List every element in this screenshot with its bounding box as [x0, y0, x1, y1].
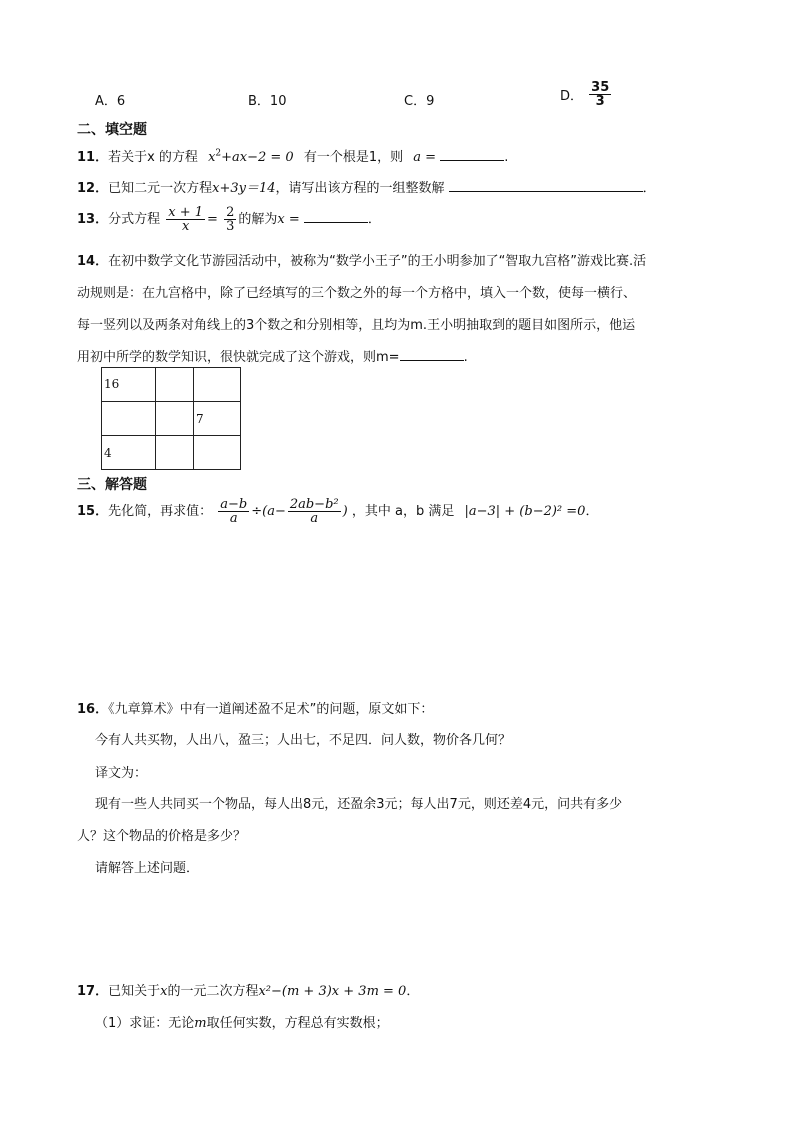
fraction-a-minus-b-over-a: $\frac{a-b}{a}$ — [220, 497, 248, 526]
question-16-line-3: 译文为： — [95, 766, 148, 781]
question-13: 13．分式方程 $\frac{x + 1}{x}$ = $\frac{2}{3}$ 的解为x = ． — [77, 205, 381, 234]
grid-cell — [194, 436, 240, 469]
grid-cell: 7 — [194, 402, 240, 436]
magic-square-grid — [101, 367, 241, 470]
question-16-line-1: 16．《九章算术》中有一道阐述盈不足术”的问题，原文如下： — [77, 702, 434, 717]
fraction-2ab-minus-b2-over-a: $\frac{\text{2ab−b²}}{a}$ — [289, 497, 339, 526]
grid-cell — [156, 436, 194, 469]
grid-cell — [156, 368, 194, 402]
question-16-line-2: 今有人共买物，人出八，盈三；人出七，不足四．问人数，物价各几何？ — [95, 733, 512, 748]
grid-cell: 16 — [102, 368, 156, 402]
question-14-line-4: 用初中所学的数学知识，很快就完成了这个游戏，则m= . — [77, 350, 468, 365]
option-b: B．10 — [248, 94, 287, 109]
question-17: 17．已知关于x的一元二次方程x²−(m + 3)x + 3m = 0． — [77, 984, 420, 999]
option-a: A．6 — [95, 94, 126, 109]
option-c: C．9 — [404, 94, 435, 109]
grid-cell — [156, 402, 194, 436]
question-11: 11．若关于x 的方程 $x^2+ax-2 = 0$ 有一个根是1，则 a = . — [77, 148, 509, 165]
fraction-2-over-3: $\frac{2}{3}$ — [226, 205, 235, 234]
answer-blank-12[interactable] — [449, 179, 643, 192]
question-12: 12．已知二元一次方程x+3y＝14，请写出该方程的一组整数解 ． — [77, 181, 656, 196]
question-14-line-2: 动规则是：在九宫格中，除了已经填写的三个数之外的每一个方格中，填入一个数，使每一横行、 — [77, 286, 637, 301]
answer-blank-14[interactable] — [400, 348, 464, 361]
question-16-line-5: 人？这个物品的价格是多少？ — [77, 829, 247, 844]
answer-blank-13[interactable] — [304, 210, 368, 223]
section-2-title: 二、填空题 — [77, 122, 147, 138]
option-d-fraction: $\frac{35}{3}$ — [591, 80, 610, 109]
question-14-line-1: 14．在初中数学文化节游园活动中，被称为“数学小王子”的王小明参加了“智取九宫格”游戏比赛.活 — [77, 254, 647, 269]
section-3-title: 三、解答题 — [77, 477, 147, 493]
answer-blank-11[interactable] — [440, 148, 504, 161]
question-14-line-3: 每一竖列以及两条对角线上的3个数之和分别相等，且均为m.王小明抽取到的题目如图所示，他运 — [77, 318, 636, 333]
question-15: 15．先化简，再求值： $\frac{a-b}{a}$ ÷(a− $\frac{\text{2ab−b²}}{a}$ ) ，其中 a，b 满足 |a−3| + (b−2)² =0． — [77, 497, 599, 526]
question-16-line-4: 现有一些人共同买一个物品，每人出8元，还盈余3元；每人出7元，则还差4元，问共有多少 — [95, 797, 623, 812]
question-16-line-6: 请解答上述问题． — [95, 861, 200, 876]
fraction-x-plus-1-over-x: $\frac{x + 1}{x}$ — [168, 205, 204, 234]
grid-cell — [194, 368, 240, 402]
grid-cell — [102, 402, 156, 436]
option-d: D． $\frac{35}{3}$ — [560, 80, 610, 109]
grid-cell: 4 — [102, 436, 156, 469]
question-17-part-1: （1）求证：无论m取任何实数，方程总有实数根； — [95, 1016, 389, 1031]
